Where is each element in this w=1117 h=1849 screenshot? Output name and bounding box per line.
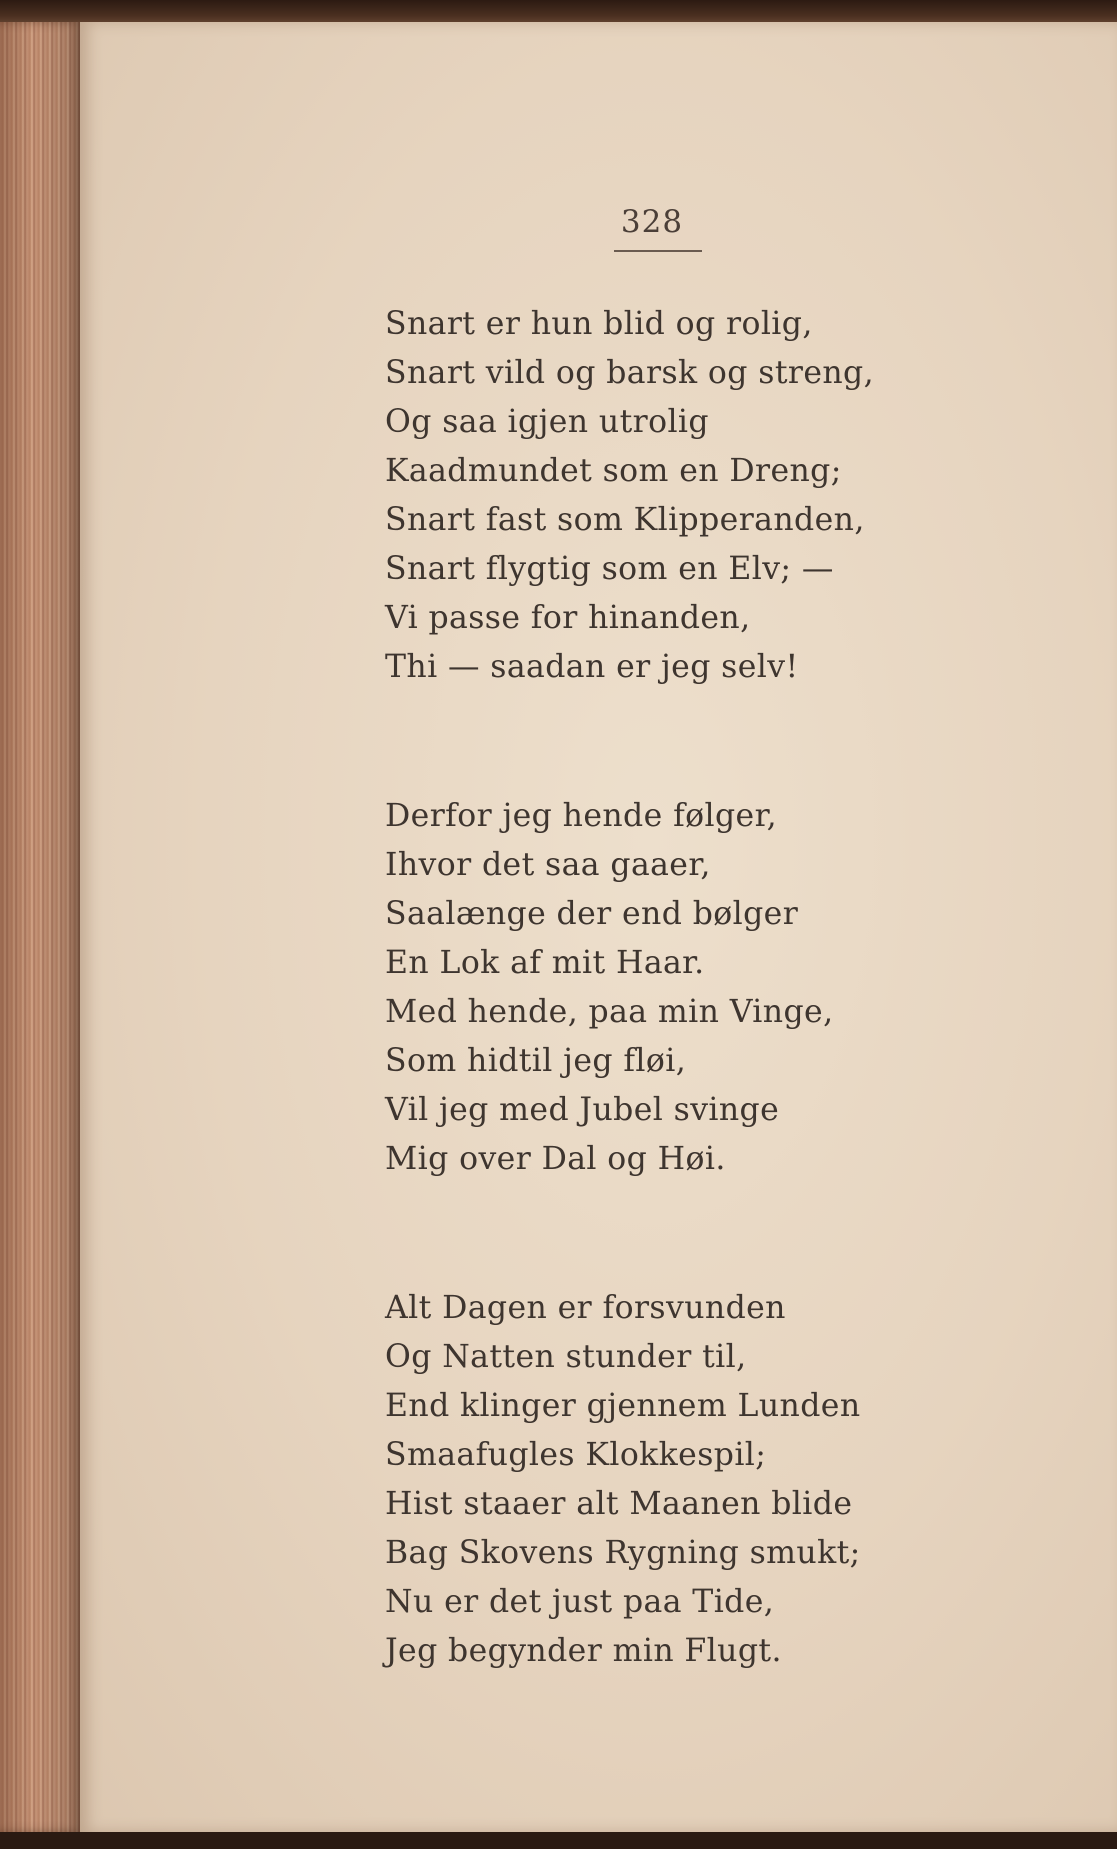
poem-line: Snart flygtig som en Elv; —	[385, 551, 834, 587]
poem-line: End klinger gjennem Lunden	[385, 1388, 861, 1424]
poem-line: Nu er det just paa Tide,	[385, 1584, 775, 1620]
poem-line: Som hidtil jeg fløi,	[385, 1043, 687, 1079]
poem-line: Snart vild og barsk og streng,	[385, 355, 875, 391]
poem-line: Vil jeg med Jubel svinge	[385, 1092, 780, 1128]
poem-line: Thi — saadan er jeg selv!	[385, 649, 799, 685]
poem-line: Bag Skovens Rygning smukt;	[385, 1535, 861, 1571]
poem-line: Ihvor det saa gaaer,	[385, 847, 711, 883]
poem-line: Og Natten stunder til,	[385, 1339, 747, 1375]
poem-text	[385, 300, 945, 1676]
poem-line: Snart fast som Klipperanden,	[385, 502, 865, 538]
poem-line: Med hende, paa min Vinge,	[385, 994, 834, 1030]
stanza-2	[385, 792, 945, 1184]
book-bottom-edge	[0, 1832, 1117, 1849]
poem-line: Smaafugles Klokkespil;	[385, 1437, 767, 1473]
page-number-rule	[614, 250, 702, 252]
poem-line: Mig over Dal og Høi.	[385, 1141, 726, 1177]
page-stack-shadow	[0, 22, 82, 1832]
poem-line: En Lok af mit Haar.	[385, 945, 705, 981]
poem-line: Jeg begynder min Flugt.	[385, 1633, 782, 1669]
poem-line: Snart er hun blid og rolig,	[385, 306, 813, 342]
poem-line: Saalænge der end bølger	[385, 896, 799, 932]
page-number: 328	[620, 204, 684, 240]
poem-line: Alt Dagen er forsvunden	[385, 1290, 786, 1326]
poem-line: Og saa igjen utrolig	[385, 404, 709, 440]
stanza-1	[385, 300, 945, 692]
stanza-3	[385, 1284, 945, 1676]
poem-line: Kaadmundet som en Dreng;	[385, 453, 842, 489]
poem-line: Derfor jeg hende følger,	[385, 798, 777, 834]
poem-line: Hist staaer alt Maanen blide	[385, 1486, 853, 1522]
poem-line: Vi passe for hinanden,	[385, 600, 751, 636]
